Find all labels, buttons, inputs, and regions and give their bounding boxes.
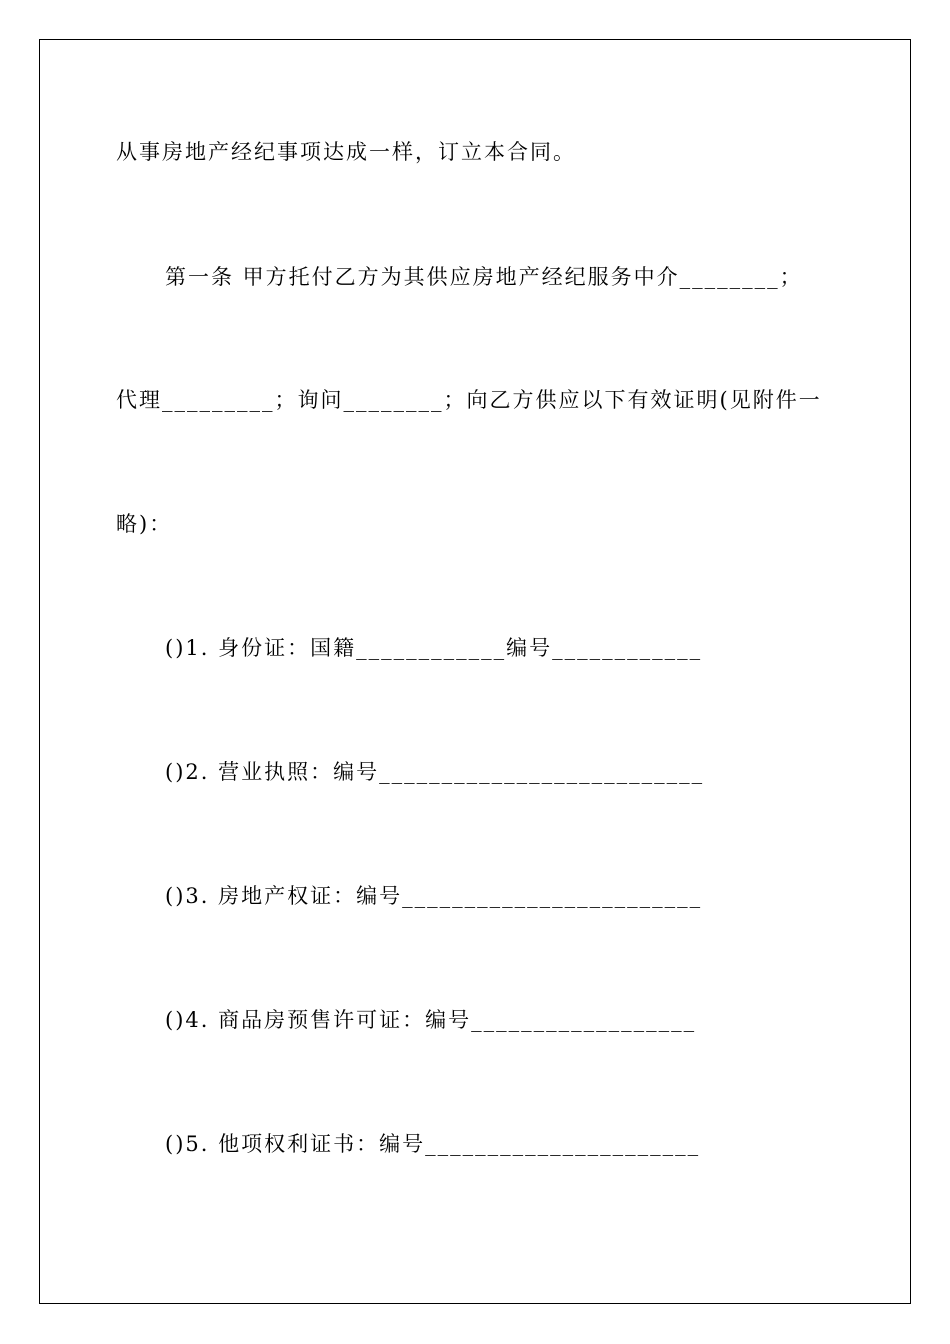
list-item-presale-permit: ()4. 商品房预售许可证：编号__________________ — [165, 1008, 697, 1032]
paragraph-article-one-continued: 代理_________；询问________；向乙方供应以下有效证明(见附件一 — [116, 388, 822, 412]
paragraph-article-one-end: 略)： — [116, 512, 173, 536]
page-border — [39, 39, 911, 1304]
paragraph-article-one: 第一条 甲方托付乙方为其供应房地产经纪服务中介________； — [165, 265, 803, 289]
list-item-property-certificate: ()3. 房地产权证：编号________________________ — [165, 884, 703, 908]
paragraph-contract-intro: 从事房地产经纪事项达成一样，订立本合同。 — [116, 140, 576, 164]
list-item-business-license: ()2. 营业执照：编号__________________________ — [165, 760, 705, 784]
list-item-other-rights-certificate: ()5. 他项权利证书：编号______________________ — [165, 1132, 701, 1156]
list-item-id-card: ()1. 身份证：国籍____________编号____________ — [165, 636, 703, 660]
